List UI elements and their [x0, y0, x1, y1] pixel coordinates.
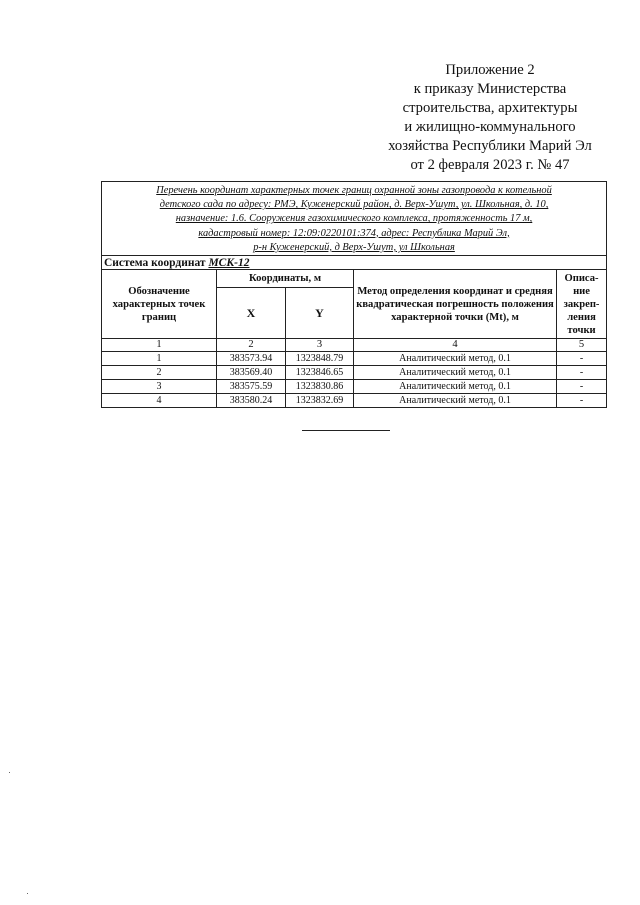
- point-cell: 4: [102, 394, 217, 408]
- column-index: 5: [557, 339, 607, 352]
- y-cell: 1323846.65: [286, 366, 354, 380]
- table-row: [102, 366, 607, 380]
- column-index: 4: [354, 339, 557, 352]
- x-cell: 383573.94: [217, 352, 286, 366]
- header-line: к приказу Министерства: [413, 81, 567, 97]
- table-row: [102, 380, 607, 394]
- coordinate-system-label: Система координат: [104, 256, 206, 269]
- header-line: и жилищно-коммунального: [404, 119, 576, 135]
- header-point: Обозначение характерных точек границ: [102, 270, 217, 339]
- table-row: [102, 394, 607, 408]
- coordinate-system-value: МСК-12: [208, 256, 250, 269]
- table-row: [102, 352, 607, 366]
- description-cell: -: [557, 352, 607, 366]
- title-line: детского сада по адресу: РМЭ, Куженерский район, д. Верх-Ушут, ул. Школьная, д. 10,: [159, 199, 549, 211]
- method-cell: Аналитический метод, 0.1: [354, 352, 557, 366]
- description-cell: -: [557, 394, 607, 408]
- title-line: Перечень координат характерных точек границ охранной зоны газопровода к котельной: [156, 185, 552, 196]
- header-coordinates: Координаты, м: [217, 270, 354, 288]
- header-line: строительства, архитектуры: [402, 100, 578, 116]
- y-cell: 1323848.79: [286, 352, 354, 366]
- description-cell: -: [557, 380, 607, 394]
- header-line: от 2 февраля 2023 г. № 47: [410, 157, 570, 173]
- coordinate-system-row: [102, 256, 607, 270]
- appendix-header: [340, 61, 640, 175]
- header-x: X: [217, 288, 286, 339]
- point-cell: 1: [102, 352, 217, 366]
- header-method: Метод определения координат и средняя квадратическая погрешность положения характерной точки (Mt), м: [354, 270, 557, 339]
- point-cell: 3: [102, 380, 217, 394]
- title-line: назначение: 1.6. Сооружения газохимического комплекса, протяженность 17 м,: [175, 213, 533, 225]
- column-index: 2: [217, 339, 286, 352]
- point-cell: 2: [102, 366, 217, 380]
- y-cell: 1323830.86: [286, 380, 354, 394]
- column-index: 1: [102, 339, 217, 352]
- closing-divider: [302, 430, 390, 431]
- method-cell: Аналитический метод, 0.1: [354, 394, 557, 408]
- header-description: Описа-ние закреп-ления точки: [557, 270, 607, 339]
- scan-speck: [9, 772, 10, 773]
- method-cell: Аналитический метод, 0.1: [354, 366, 557, 380]
- title-line: кадастровый номер: 12:09:0220101:374, адрес: Республика Марий Эл,: [198, 227, 510, 239]
- column-index: 3: [286, 339, 354, 352]
- header-y: Y: [286, 288, 354, 339]
- x-cell: 383575.59: [217, 380, 286, 394]
- coordinates-table: [101, 181, 607, 408]
- title-line: р-н Куженерский, д Верх-Ушут, ул Школьная: [253, 241, 455, 253]
- x-cell: 383580.24: [217, 394, 286, 408]
- header-line: хозяйства Республики Марий Эл: [388, 138, 592, 154]
- header-line: Приложение 2: [445, 62, 535, 78]
- description-cell: -: [557, 366, 607, 380]
- scan-speck: [27, 893, 28, 894]
- y-cell: 1323832.69: [286, 394, 354, 408]
- x-cell: 383569.40: [217, 366, 286, 380]
- method-cell: Аналитический метод, 0.1: [354, 380, 557, 394]
- table-title: [102, 182, 607, 256]
